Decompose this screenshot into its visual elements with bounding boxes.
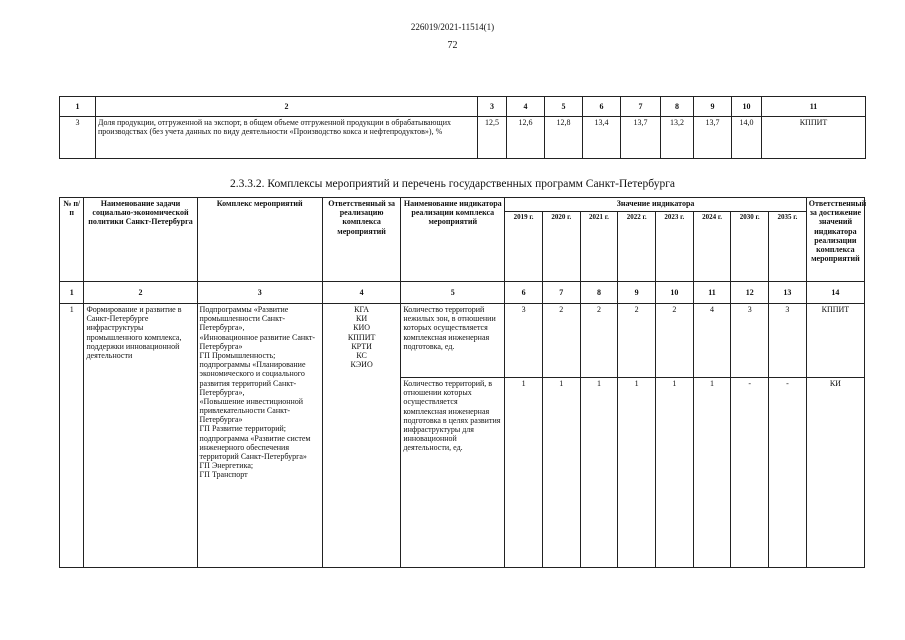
col-number: 9 — [618, 282, 656, 304]
col-number: 9 — [694, 97, 732, 117]
header-responsible-complex: Ответственный за реализацию комплекса мероприятий — [322, 198, 400, 282]
col-number: 4 — [322, 282, 400, 304]
indicator-value: 12,5 — [478, 117, 507, 159]
year-header: 2030 г. — [731, 212, 769, 282]
col-number: 8 — [661, 97, 694, 117]
row-number: 1 — [60, 304, 84, 568]
complex-line: подпрограмма «Развитие систем инженерного обеспечения территорий Санкт-Петербурга» — [199, 433, 311, 461]
year-header: 2024 г. — [693, 212, 731, 282]
indicator-value: 14,0 — [732, 117, 762, 159]
complex-line: ГП Промышленность; — [199, 350, 276, 360]
complex-list — [197, 304, 322, 568]
header-complex: Комплекс мероприятий — [197, 198, 322, 282]
header-responsible-values: Ответственный за достижение значений индикатора реализации комплекса мероприятий — [806, 198, 864, 282]
col-number: 5 — [401, 282, 505, 304]
col-number: 1 — [60, 97, 96, 117]
col-number: 10 — [732, 97, 762, 117]
year-header: 2021 г. — [580, 212, 618, 282]
col-number: 11 — [762, 97, 866, 117]
indicator-value: 3 — [505, 304, 543, 378]
table-row — [60, 304, 865, 378]
responsible: КИ — [806, 378, 864, 568]
indicator-value: 13,7 — [694, 117, 732, 159]
year-header: 2035 г. — [769, 212, 807, 282]
col-number: 7 — [542, 282, 580, 304]
main-table — [59, 197, 865, 568]
indicator-value: 3 — [731, 304, 769, 378]
responsible-item: КЭИО — [350, 360, 373, 370]
col-number: 6 — [583, 97, 621, 117]
header-num: № п/п — [60, 198, 84, 282]
complex-line: подпрограммы «Планирование экономического и социального развития территорий Санкт-Петербурга», — [199, 360, 306, 397]
complex-line: ГП Транспорт — [199, 470, 248, 480]
responsible: КППИТ — [762, 117, 866, 159]
indicator-value: 4 — [693, 304, 731, 378]
responsible: КППИТ — [806, 304, 864, 378]
col-number: 3 — [478, 97, 507, 117]
indicator-value: 2 — [542, 304, 580, 378]
complex-line: ГП Развитие территорий; — [199, 424, 286, 434]
indicator-value: 1 — [505, 378, 543, 568]
indicator-value: 12,8 — [545, 117, 583, 159]
column-number-row — [60, 282, 865, 304]
col-number: 11 — [693, 282, 731, 304]
row-number: 3 — [60, 117, 96, 159]
indicator-value: 13,2 — [661, 117, 694, 159]
year-header: 2022 г. — [618, 212, 656, 282]
col-number: 5 — [545, 97, 583, 117]
indicator-value: - — [769, 378, 807, 568]
year-header: 2019 г. — [505, 212, 543, 282]
indicator-name: Количество территорий, в отношении которых осуществляется комплексная инженерная подготовка в целях развития инфраструктуры для инновационной деятельности, ед. — [401, 378, 505, 568]
top-table-number-row — [60, 97, 866, 117]
header-indicator-name: Наименование индикатора реализации комплекса мероприятий — [401, 198, 505, 282]
indicator-value: 1 — [656, 378, 694, 568]
indicator-value: 1 — [580, 378, 618, 568]
header-row — [60, 198, 865, 212]
responsible-list — [322, 304, 400, 568]
responsible-item: КИО — [353, 323, 371, 333]
indicator-value: 1 — [542, 378, 580, 568]
indicator-value: 1 — [693, 378, 731, 568]
responsible-item: КС — [356, 350, 367, 360]
top-table — [59, 96, 866, 159]
complex-line: «Инновационное развитие Санкт-Петербурга» — [199, 332, 316, 351]
col-number: 2 — [96, 97, 478, 117]
responsible-item: КГА — [354, 305, 370, 314]
indicator-value: 1 — [618, 378, 656, 568]
indicator-name: Доля продукции, отгруженной на экспорт, в общем объеме отгруженной продукции в обрабатывающих производствах (без учета данных по виду деятельности «Производство кокса и нефтепродуктов»), % — [96, 117, 478, 159]
col-number: 7 — [621, 97, 661, 117]
col-number: 2 — [84, 282, 197, 304]
indicator-value: 2 — [656, 304, 694, 378]
complex-line: ГП Энергетика; — [199, 461, 254, 471]
responsible-item: КРТИ — [351, 341, 372, 351]
indicator-name: Количество территорий нежилых зон, в отношении которых осуществляется комплексная инженерная подготовка, ед. — [401, 304, 505, 378]
page-number: 72 — [447, 40, 458, 51]
year-header: 2023 г. — [656, 212, 694, 282]
col-number: 3 — [197, 282, 322, 304]
col-number: 1 — [60, 282, 84, 304]
section-title: 2.3.3.2. Комплексы мероприятий и перечень государственных программ Санкт-Петербурга — [229, 178, 676, 190]
indicator-value: - — [731, 378, 769, 568]
header-indicator-value: Значение индикатора — [505, 198, 807, 212]
responsible-item: КППИТ — [347, 332, 376, 342]
col-number: 10 — [656, 282, 694, 304]
indicator-value: 13,7 — [621, 117, 661, 159]
col-number: 6 — [505, 282, 543, 304]
document-number: 226019/2021-11514(1) — [410, 22, 495, 32]
year-header: 2020 г. — [542, 212, 580, 282]
header-task: Наименование задачи социально-экономической политики Санкт-Петербурга — [84, 198, 197, 282]
indicator-value: 12,6 — [507, 117, 545, 159]
indicator-value: 2 — [618, 304, 656, 378]
indicator-value: 13,4 — [583, 117, 621, 159]
table-row — [60, 117, 866, 159]
complex-line: «Повышение инвестиционной привлекательности Санкт-Петербурга» — [199, 396, 304, 425]
indicator-value: 3 — [769, 304, 807, 378]
responsible-item: КИ — [356, 314, 368, 324]
col-number: 12 — [731, 282, 769, 304]
task-name: Формирование и развитие в Санкт-Петербурге инфраструктуры промышленного комплекса, поддержки инновационной деятельности — [84, 304, 197, 568]
complex-line: Подпрограммы «Развитие промышленности Санкт-Петербурга», — [199, 305, 289, 333]
col-number: 14 — [806, 282, 864, 304]
col-number: 8 — [580, 282, 618, 304]
col-number: 4 — [507, 97, 545, 117]
col-number: 13 — [769, 282, 807, 304]
indicator-value: 2 — [580, 304, 618, 378]
